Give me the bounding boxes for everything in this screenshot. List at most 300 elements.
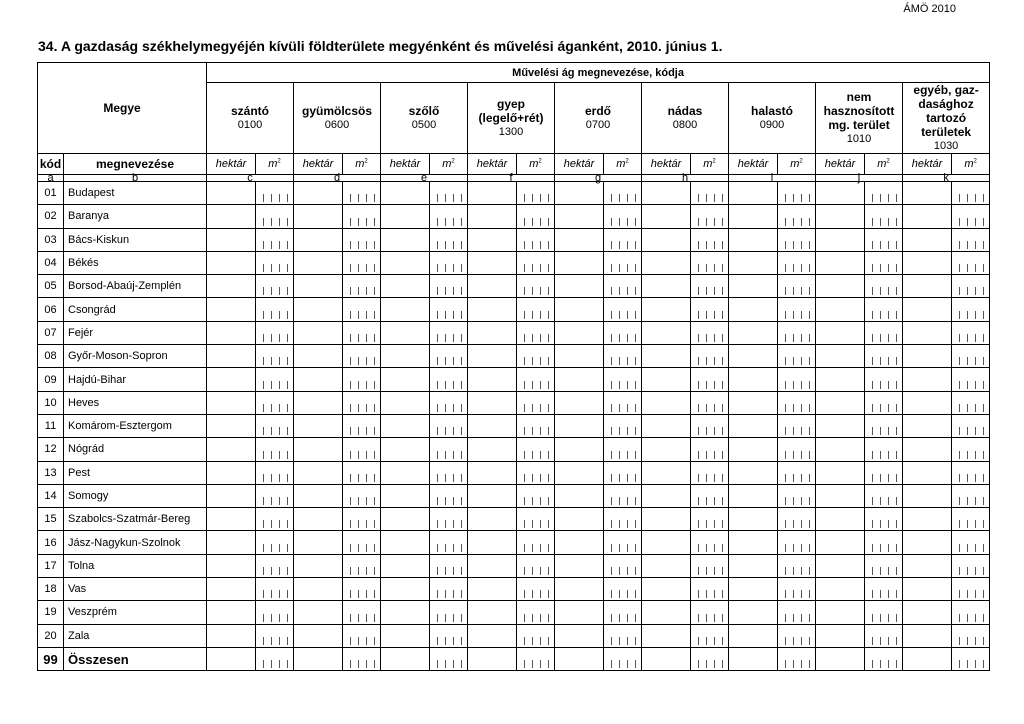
hektar-input-cell[interactable] <box>555 438 604 461</box>
hektar-input-cell[interactable] <box>729 368 778 391</box>
m2-input-cell[interactable] <box>430 345 468 368</box>
hektar-input-cell[interactable] <box>903 368 952 391</box>
hektar-input-cell[interactable] <box>555 298 604 321</box>
m2-input-cell[interactable] <box>343 205 381 228</box>
hektar-input-cell[interactable] <box>207 321 256 344</box>
hektar-input-cell[interactable] <box>294 345 343 368</box>
m2-input-cell[interactable] <box>778 554 816 577</box>
m2-input-cell[interactable] <box>778 438 816 461</box>
hektar-input-cell[interactable] <box>294 228 343 251</box>
hektar-input-cell[interactable] <box>816 228 865 251</box>
hektar-input-cell[interactable] <box>381 414 430 437</box>
hektar-input-cell[interactable] <box>816 461 865 484</box>
hektar-input-cell[interactable] <box>555 228 604 251</box>
hektar-input-cell[interactable] <box>468 275 517 298</box>
hektar-input-cell[interactable] <box>903 438 952 461</box>
hektar-input-cell[interactable] <box>642 228 691 251</box>
hektar-input-cell[interactable] <box>642 601 691 624</box>
hektar-input-cell[interactable] <box>642 647 691 670</box>
m2-input-cell[interactable] <box>778 298 816 321</box>
hektar-input-cell[interactable] <box>555 275 604 298</box>
m2-input-cell[interactable] <box>256 624 294 647</box>
hektar-input-cell[interactable] <box>642 205 691 228</box>
hektar-input-cell[interactable] <box>468 624 517 647</box>
m2-input-cell[interactable] <box>865 624 903 647</box>
m2-input-cell[interactable] <box>952 554 990 577</box>
hektar-input-cell[interactable] <box>903 228 952 251</box>
m2-input-cell[interactable] <box>691 391 729 414</box>
hektar-input-cell[interactable] <box>555 508 604 531</box>
hektar-input-cell[interactable] <box>207 414 256 437</box>
m2-input-cell[interactable] <box>952 345 990 368</box>
hektar-input-cell[interactable] <box>729 601 778 624</box>
hektar-input-cell[interactable] <box>468 391 517 414</box>
m2-input-cell[interactable] <box>952 391 990 414</box>
m2-input-cell[interactable] <box>778 624 816 647</box>
hektar-input-cell[interactable] <box>468 531 517 554</box>
m2-input-cell[interactable] <box>778 508 816 531</box>
m2-input-cell[interactable] <box>778 461 816 484</box>
hektar-input-cell[interactable] <box>381 461 430 484</box>
m2-input-cell[interactable] <box>952 438 990 461</box>
m2-input-cell[interactable] <box>430 205 468 228</box>
m2-input-cell[interactable] <box>343 182 381 205</box>
m2-input-cell[interactable] <box>430 531 468 554</box>
hektar-input-cell[interactable] <box>294 298 343 321</box>
m2-input-cell[interactable] <box>604 368 642 391</box>
m2-input-cell[interactable] <box>256 554 294 577</box>
hektar-input-cell[interactable] <box>207 484 256 507</box>
hektar-input-cell[interactable] <box>294 647 343 670</box>
hektar-input-cell[interactable] <box>468 414 517 437</box>
hektar-input-cell[interactable] <box>903 182 952 205</box>
m2-input-cell[interactable] <box>691 275 729 298</box>
hektar-input-cell[interactable] <box>207 578 256 601</box>
hektar-input-cell[interactable] <box>555 414 604 437</box>
m2-input-cell[interactable] <box>343 647 381 670</box>
m2-input-cell[interactable] <box>604 182 642 205</box>
m2-input-cell[interactable] <box>604 508 642 531</box>
hektar-input-cell[interactable] <box>729 414 778 437</box>
m2-input-cell[interactable] <box>691 321 729 344</box>
m2-input-cell[interactable] <box>604 275 642 298</box>
m2-input-cell[interactable] <box>691 438 729 461</box>
hektar-input-cell[interactable] <box>729 298 778 321</box>
m2-input-cell[interactable] <box>256 321 294 344</box>
m2-input-cell[interactable] <box>604 321 642 344</box>
m2-input-cell[interactable] <box>691 578 729 601</box>
m2-input-cell[interactable] <box>256 578 294 601</box>
m2-input-cell[interactable] <box>343 508 381 531</box>
hektar-input-cell[interactable] <box>642 438 691 461</box>
hektar-input-cell[interactable] <box>468 368 517 391</box>
hektar-input-cell[interactable] <box>294 554 343 577</box>
hektar-input-cell[interactable] <box>555 391 604 414</box>
m2-input-cell[interactable] <box>517 414 555 437</box>
hektar-input-cell[interactable] <box>381 578 430 601</box>
m2-input-cell[interactable] <box>778 205 816 228</box>
hektar-input-cell[interactable] <box>468 554 517 577</box>
m2-input-cell[interactable] <box>430 624 468 647</box>
hektar-input-cell[interactable] <box>816 578 865 601</box>
m2-input-cell[interactable] <box>865 554 903 577</box>
hektar-input-cell[interactable] <box>555 554 604 577</box>
m2-input-cell[interactable] <box>430 298 468 321</box>
hektar-input-cell[interactable] <box>729 461 778 484</box>
hektar-input-cell[interactable] <box>294 508 343 531</box>
m2-input-cell[interactable] <box>430 601 468 624</box>
hektar-input-cell[interactable] <box>816 647 865 670</box>
m2-input-cell[interactable] <box>517 601 555 624</box>
m2-input-cell[interactable] <box>343 578 381 601</box>
m2-input-cell[interactable] <box>256 414 294 437</box>
m2-input-cell[interactable] <box>604 345 642 368</box>
m2-input-cell[interactable] <box>865 275 903 298</box>
hektar-input-cell[interactable] <box>381 484 430 507</box>
m2-input-cell[interactable] <box>256 438 294 461</box>
hektar-input-cell[interactable] <box>903 508 952 531</box>
m2-input-cell[interactable] <box>865 345 903 368</box>
hektar-input-cell[interactable] <box>642 391 691 414</box>
m2-input-cell[interactable] <box>430 414 468 437</box>
hektar-input-cell[interactable] <box>642 578 691 601</box>
m2-input-cell[interactable] <box>517 251 555 274</box>
m2-input-cell[interactable] <box>865 228 903 251</box>
m2-input-cell[interactable] <box>430 484 468 507</box>
m2-input-cell[interactable] <box>691 647 729 670</box>
hektar-input-cell[interactable] <box>468 578 517 601</box>
hektar-input-cell[interactable] <box>642 554 691 577</box>
m2-input-cell[interactable] <box>604 391 642 414</box>
hektar-input-cell[interactable] <box>381 345 430 368</box>
m2-input-cell[interactable] <box>343 531 381 554</box>
m2-input-cell[interactable] <box>343 484 381 507</box>
m2-input-cell[interactable] <box>343 391 381 414</box>
hektar-input-cell[interactable] <box>816 601 865 624</box>
m2-input-cell[interactable] <box>691 554 729 577</box>
hektar-input-cell[interactable] <box>468 205 517 228</box>
m2-input-cell[interactable] <box>343 228 381 251</box>
hektar-input-cell[interactable] <box>468 601 517 624</box>
m2-input-cell[interactable] <box>430 228 468 251</box>
m2-input-cell[interactable] <box>517 298 555 321</box>
hektar-input-cell[interactable] <box>207 508 256 531</box>
hektar-input-cell[interactable] <box>729 508 778 531</box>
hektar-input-cell[interactable] <box>207 275 256 298</box>
m2-input-cell[interactable] <box>256 601 294 624</box>
m2-input-cell[interactable] <box>778 182 816 205</box>
hektar-input-cell[interactable] <box>468 438 517 461</box>
m2-input-cell[interactable] <box>952 414 990 437</box>
hektar-input-cell[interactable] <box>294 578 343 601</box>
m2-input-cell[interactable] <box>343 368 381 391</box>
m2-input-cell[interactable] <box>604 228 642 251</box>
m2-input-cell[interactable] <box>517 228 555 251</box>
m2-input-cell[interactable] <box>691 251 729 274</box>
hektar-input-cell[interactable] <box>816 368 865 391</box>
m2-input-cell[interactable] <box>517 461 555 484</box>
hektar-input-cell[interactable] <box>468 298 517 321</box>
m2-input-cell[interactable] <box>865 391 903 414</box>
hektar-input-cell[interactable] <box>555 624 604 647</box>
hektar-input-cell[interactable] <box>207 461 256 484</box>
m2-input-cell[interactable] <box>256 531 294 554</box>
hektar-input-cell[interactable] <box>729 438 778 461</box>
m2-input-cell[interactable] <box>430 438 468 461</box>
m2-input-cell[interactable] <box>778 484 816 507</box>
hektar-input-cell[interactable] <box>729 275 778 298</box>
m2-input-cell[interactable] <box>256 205 294 228</box>
m2-input-cell[interactable] <box>517 624 555 647</box>
m2-input-cell[interactable] <box>604 205 642 228</box>
m2-input-cell[interactable] <box>604 531 642 554</box>
m2-input-cell[interactable] <box>952 321 990 344</box>
hektar-input-cell[interactable] <box>207 228 256 251</box>
hektar-input-cell[interactable] <box>555 601 604 624</box>
hektar-input-cell[interactable] <box>381 228 430 251</box>
hektar-input-cell[interactable] <box>381 182 430 205</box>
m2-input-cell[interactable] <box>343 275 381 298</box>
hektar-input-cell[interactable] <box>207 554 256 577</box>
hektar-input-cell[interactable] <box>729 578 778 601</box>
hektar-input-cell[interactable] <box>294 461 343 484</box>
m2-input-cell[interactable] <box>343 321 381 344</box>
hektar-input-cell[interactable] <box>903 205 952 228</box>
hektar-input-cell[interactable] <box>816 251 865 274</box>
hektar-input-cell[interactable] <box>816 391 865 414</box>
m2-input-cell[interactable] <box>952 578 990 601</box>
m2-input-cell[interactable] <box>604 251 642 274</box>
hektar-input-cell[interactable] <box>381 601 430 624</box>
m2-input-cell[interactable] <box>517 578 555 601</box>
m2-input-cell[interactable] <box>430 182 468 205</box>
hektar-input-cell[interactable] <box>468 461 517 484</box>
hektar-input-cell[interactable] <box>642 345 691 368</box>
m2-input-cell[interactable] <box>256 275 294 298</box>
m2-input-cell[interactable] <box>517 647 555 670</box>
hektar-input-cell[interactable] <box>555 461 604 484</box>
m2-input-cell[interactable] <box>343 251 381 274</box>
hektar-input-cell[interactable] <box>903 391 952 414</box>
m2-input-cell[interactable] <box>604 647 642 670</box>
m2-input-cell[interactable] <box>952 484 990 507</box>
hektar-input-cell[interactable] <box>555 251 604 274</box>
hektar-input-cell[interactable] <box>642 368 691 391</box>
hektar-input-cell[interactable] <box>294 368 343 391</box>
m2-input-cell[interactable] <box>430 508 468 531</box>
m2-input-cell[interactable] <box>778 391 816 414</box>
hektar-input-cell[interactable] <box>381 647 430 670</box>
hektar-input-cell[interactable] <box>903 578 952 601</box>
hektar-input-cell[interactable] <box>555 647 604 670</box>
hektar-input-cell[interactable] <box>729 484 778 507</box>
m2-input-cell[interactable] <box>865 601 903 624</box>
hektar-input-cell[interactable] <box>816 345 865 368</box>
m2-input-cell[interactable] <box>517 508 555 531</box>
hektar-input-cell[interactable] <box>381 298 430 321</box>
hektar-input-cell[interactable] <box>381 368 430 391</box>
m2-input-cell[interactable] <box>865 484 903 507</box>
m2-input-cell[interactable] <box>430 251 468 274</box>
m2-input-cell[interactable] <box>256 647 294 670</box>
hektar-input-cell[interactable] <box>555 182 604 205</box>
hektar-input-cell[interactable] <box>468 508 517 531</box>
m2-input-cell[interactable] <box>691 508 729 531</box>
hektar-input-cell[interactable] <box>207 624 256 647</box>
m2-input-cell[interactable] <box>691 414 729 437</box>
m2-input-cell[interactable] <box>952 182 990 205</box>
hektar-input-cell[interactable] <box>816 484 865 507</box>
hektar-input-cell[interactable] <box>729 391 778 414</box>
m2-input-cell[interactable] <box>256 298 294 321</box>
m2-input-cell[interactable] <box>430 275 468 298</box>
hektar-input-cell[interactable] <box>294 182 343 205</box>
m2-input-cell[interactable] <box>430 368 468 391</box>
hektar-input-cell[interactable] <box>207 601 256 624</box>
hektar-input-cell[interactable] <box>729 228 778 251</box>
m2-input-cell[interactable] <box>256 484 294 507</box>
m2-input-cell[interactable] <box>604 461 642 484</box>
m2-input-cell[interactable] <box>517 391 555 414</box>
m2-input-cell[interactable] <box>778 275 816 298</box>
m2-input-cell[interactable] <box>691 182 729 205</box>
hektar-input-cell[interactable] <box>381 531 430 554</box>
m2-input-cell[interactable] <box>952 205 990 228</box>
hektar-input-cell[interactable] <box>207 391 256 414</box>
m2-input-cell[interactable] <box>952 368 990 391</box>
m2-input-cell[interactable] <box>256 228 294 251</box>
m2-input-cell[interactable] <box>952 228 990 251</box>
hektar-input-cell[interactable] <box>381 624 430 647</box>
m2-input-cell[interactable] <box>517 484 555 507</box>
m2-input-cell[interactable] <box>865 182 903 205</box>
m2-input-cell[interactable] <box>604 298 642 321</box>
hektar-input-cell[interactable] <box>468 228 517 251</box>
m2-input-cell[interactable] <box>691 345 729 368</box>
hektar-input-cell[interactable] <box>903 345 952 368</box>
m2-input-cell[interactable] <box>778 414 816 437</box>
hektar-input-cell[interactable] <box>816 438 865 461</box>
hektar-input-cell[interactable] <box>468 647 517 670</box>
m2-input-cell[interactable] <box>952 461 990 484</box>
m2-input-cell[interactable] <box>865 414 903 437</box>
hektar-input-cell[interactable] <box>642 182 691 205</box>
hektar-input-cell[interactable] <box>816 624 865 647</box>
hektar-input-cell[interactable] <box>642 624 691 647</box>
hektar-input-cell[interactable] <box>207 251 256 274</box>
m2-input-cell[interactable] <box>865 508 903 531</box>
m2-input-cell[interactable] <box>517 368 555 391</box>
m2-input-cell[interactable] <box>778 578 816 601</box>
m2-input-cell[interactable] <box>430 461 468 484</box>
hektar-input-cell[interactable] <box>642 251 691 274</box>
m2-input-cell[interactable] <box>865 205 903 228</box>
hektar-input-cell[interactable] <box>642 298 691 321</box>
m2-input-cell[interactable] <box>430 321 468 344</box>
m2-input-cell[interactable] <box>430 391 468 414</box>
hektar-input-cell[interactable] <box>381 554 430 577</box>
hektar-input-cell[interactable] <box>903 531 952 554</box>
hektar-input-cell[interactable] <box>903 321 952 344</box>
hektar-input-cell[interactable] <box>468 484 517 507</box>
hektar-input-cell[interactable] <box>381 508 430 531</box>
m2-input-cell[interactable] <box>952 624 990 647</box>
hektar-input-cell[interactable] <box>207 345 256 368</box>
m2-input-cell[interactable] <box>343 461 381 484</box>
hektar-input-cell[interactable] <box>816 414 865 437</box>
m2-input-cell[interactable] <box>256 461 294 484</box>
m2-input-cell[interactable] <box>517 275 555 298</box>
m2-input-cell[interactable] <box>343 414 381 437</box>
hektar-input-cell[interactable] <box>903 251 952 274</box>
hektar-input-cell[interactable] <box>294 484 343 507</box>
hektar-input-cell[interactable] <box>381 438 430 461</box>
hektar-input-cell[interactable] <box>729 345 778 368</box>
m2-input-cell[interactable] <box>778 251 816 274</box>
hektar-input-cell[interactable] <box>294 275 343 298</box>
hektar-input-cell[interactable] <box>642 508 691 531</box>
hektar-input-cell[interactable] <box>903 298 952 321</box>
m2-input-cell[interactable] <box>691 205 729 228</box>
m2-input-cell[interactable] <box>952 298 990 321</box>
m2-input-cell[interactable] <box>865 251 903 274</box>
hektar-input-cell[interactable] <box>903 414 952 437</box>
m2-input-cell[interactable] <box>952 601 990 624</box>
hektar-input-cell[interactable] <box>207 182 256 205</box>
hektar-input-cell[interactable] <box>468 345 517 368</box>
m2-input-cell[interactable] <box>517 182 555 205</box>
m2-input-cell[interactable] <box>691 624 729 647</box>
m2-input-cell[interactable] <box>691 368 729 391</box>
m2-input-cell[interactable] <box>865 578 903 601</box>
m2-input-cell[interactable] <box>865 461 903 484</box>
hektar-input-cell[interactable] <box>468 182 517 205</box>
hektar-input-cell[interactable] <box>381 251 430 274</box>
hektar-input-cell[interactable] <box>642 321 691 344</box>
hektar-input-cell[interactable] <box>816 298 865 321</box>
m2-input-cell[interactable] <box>256 368 294 391</box>
m2-input-cell[interactable] <box>517 205 555 228</box>
m2-input-cell[interactable] <box>430 647 468 670</box>
m2-input-cell[interactable] <box>778 531 816 554</box>
hektar-input-cell[interactable] <box>294 531 343 554</box>
hektar-input-cell[interactable] <box>555 368 604 391</box>
m2-input-cell[interactable] <box>691 484 729 507</box>
hektar-input-cell[interactable] <box>381 321 430 344</box>
m2-input-cell[interactable] <box>517 438 555 461</box>
hektar-input-cell[interactable] <box>642 484 691 507</box>
m2-input-cell[interactable] <box>952 508 990 531</box>
hektar-input-cell[interactable] <box>207 438 256 461</box>
hektar-input-cell[interactable] <box>642 461 691 484</box>
hektar-input-cell[interactable] <box>729 531 778 554</box>
m2-input-cell[interactable] <box>256 391 294 414</box>
m2-input-cell[interactable] <box>517 345 555 368</box>
m2-input-cell[interactable] <box>952 531 990 554</box>
hektar-input-cell[interactable] <box>294 414 343 437</box>
hektar-input-cell[interactable] <box>294 438 343 461</box>
m2-input-cell[interactable] <box>865 438 903 461</box>
hektar-input-cell[interactable] <box>729 647 778 670</box>
m2-input-cell[interactable] <box>865 321 903 344</box>
m2-input-cell[interactable] <box>778 345 816 368</box>
m2-input-cell[interactable] <box>430 554 468 577</box>
hektar-input-cell[interactable] <box>816 554 865 577</box>
hektar-input-cell[interactable] <box>555 205 604 228</box>
m2-input-cell[interactable] <box>604 414 642 437</box>
hektar-input-cell[interactable] <box>207 298 256 321</box>
m2-input-cell[interactable] <box>256 251 294 274</box>
